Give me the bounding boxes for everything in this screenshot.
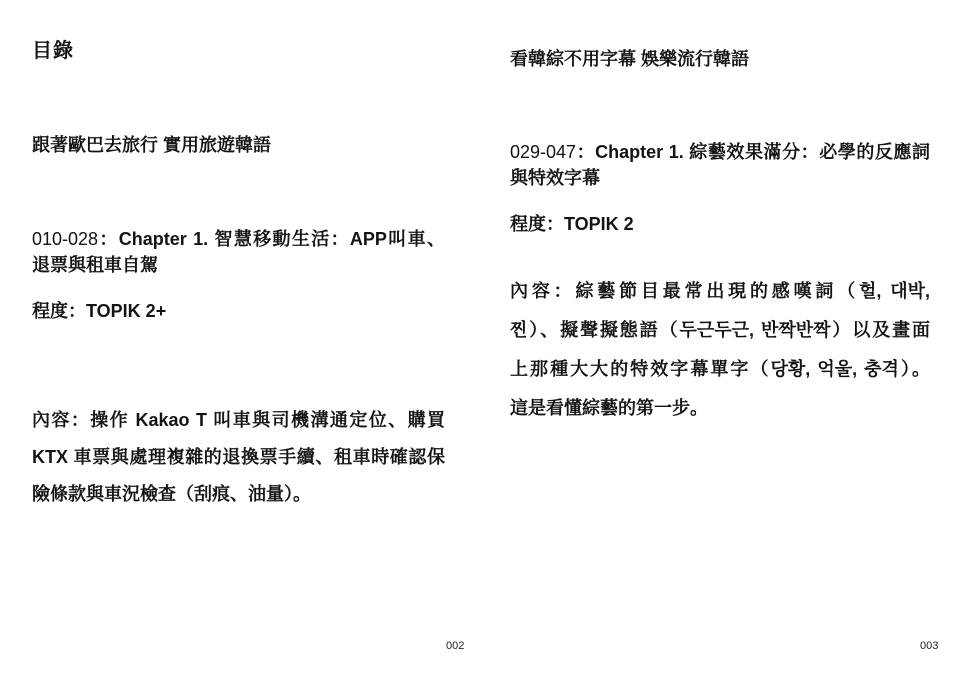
chapter-entry-travel: [32, 226, 445, 278]
content-line: 這是看懂綜藝的第一步。: [510, 398, 708, 418]
chapter-title-line2: 與特效字幕: [510, 168, 600, 188]
content-line: 찐）、擬聲擬態語（두근두근, 반짝반짝）以及畫面: [510, 320, 930, 340]
section-title-variety: 看韓綜不用字幕 娛樂流行韓語: [510, 49, 749, 69]
content-paragraph: [510, 272, 930, 428]
content-paragraph: [32, 402, 445, 513]
content-line: KTX 車票與處理複雜的退換票手續、租車時確認保: [32, 447, 445, 467]
chapter-title-text: ：Chapter 1. 智慧移動生活：APP叫車、: [98, 229, 445, 249]
chapter-page-range: 010-028: [32, 229, 99, 249]
chapter-title-text: ：Chapter 1. 綜藝效果滿分：必學的反應詞: [576, 142, 930, 162]
level-label: 程度：TOPIK 2: [510, 214, 634, 234]
content-line: 內容：操作 Kakao T 叫車與司機溝通定位、購買: [32, 410, 445, 430]
chapter-title-line2: 退票與租車自駕: [32, 255, 158, 275]
content-line: 上那種大大的特效字幕單字（당황, 억울, 충격）。: [510, 359, 930, 379]
content-line: 險條款與車況檢查（刮痕、油量）。: [32, 484, 311, 504]
toc-title: 目錄: [32, 40, 74, 62]
chapter-entry-variety: [510, 139, 930, 191]
section-title-travel: 跟著歐巴去旅行 實用旅遊韓語: [32, 135, 271, 155]
level-label: 程度：TOPIK 2+: [32, 301, 167, 321]
chapter-title-line1: [32, 226, 445, 252]
chapter-page-range: 029-047: [510, 142, 577, 162]
chapter-title-line1: [510, 139, 930, 165]
page-number-right: 003: [920, 640, 939, 652]
content-line: 內容：綜藝節目最常出現的感嘆詞（헐, 대박,: [510, 281, 930, 301]
page-number-left: 002: [446, 640, 465, 652]
